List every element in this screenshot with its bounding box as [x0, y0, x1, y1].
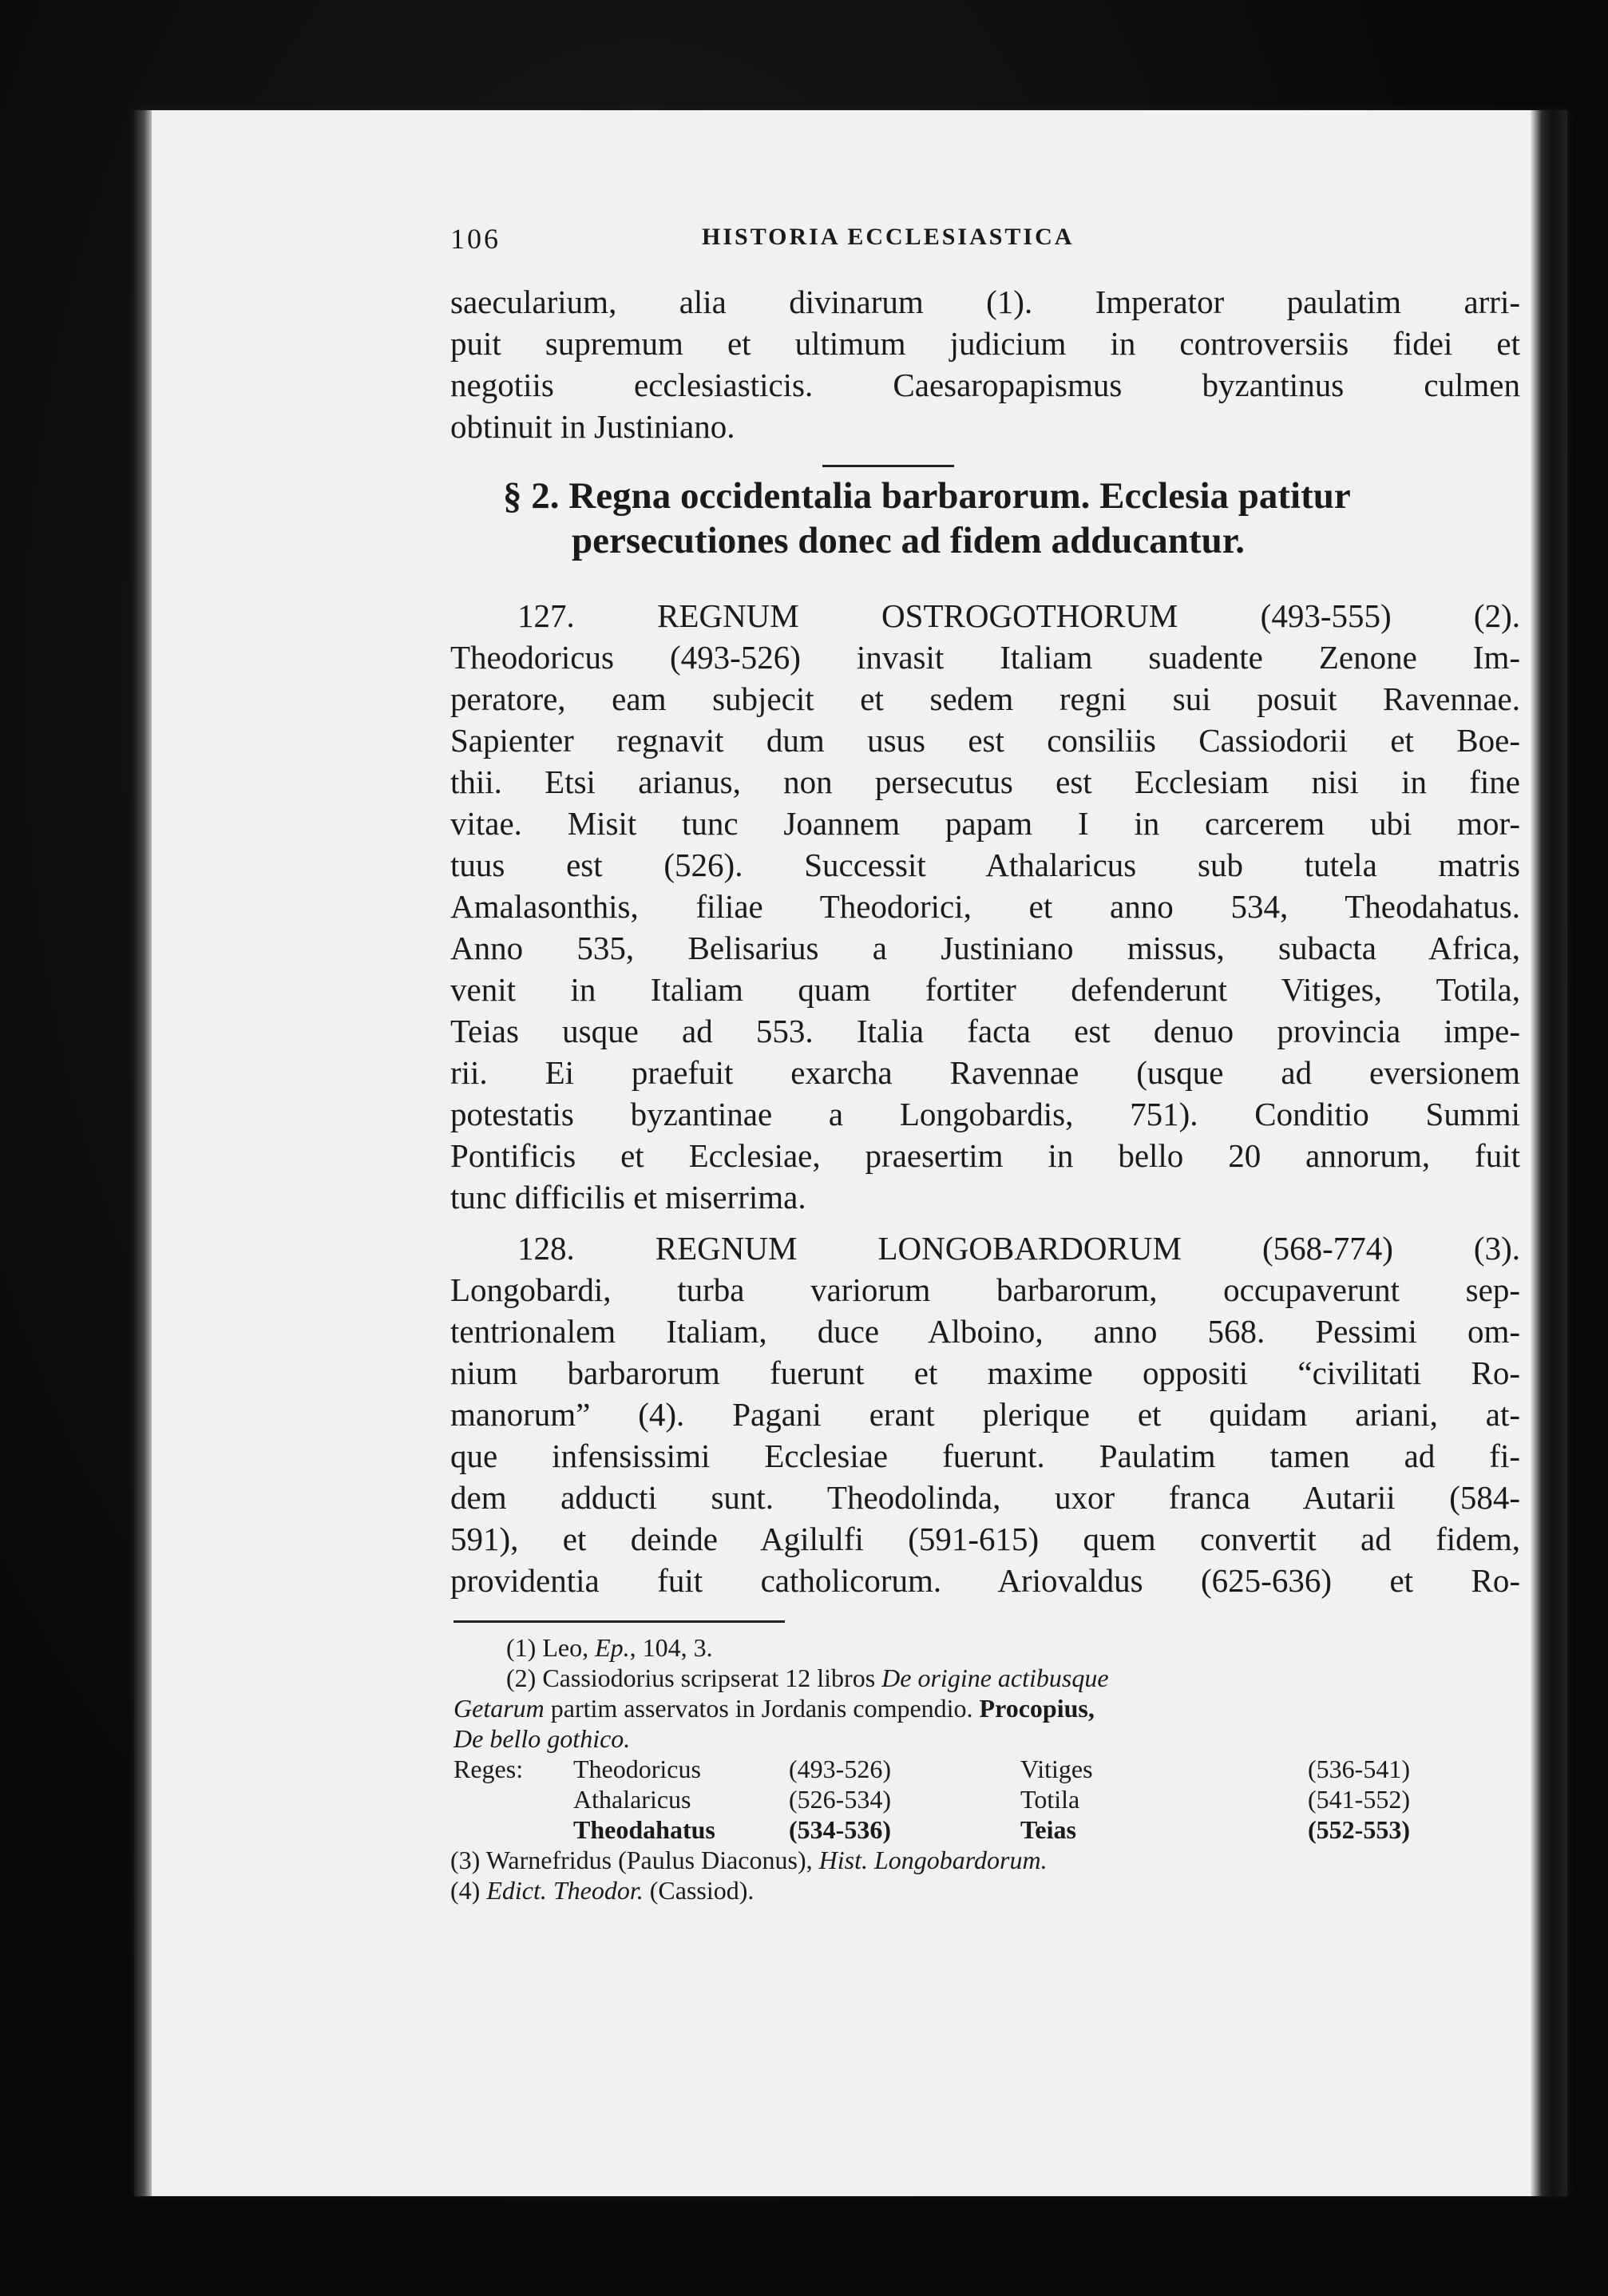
text-line: 127. REGNUM OSTROGOTHORUM (493-555) (2).	[517, 597, 1520, 634]
kings-label-spacer	[453, 1784, 573, 1814]
footnote-mark: (4)	[450, 1876, 481, 1905]
text-line: peratore, eam subjecit et sedem regni sui posuit Ravennae.	[450, 680, 1520, 717]
king-name: Theodahatus	[573, 1815, 715, 1844]
book-page	[134, 110, 1567, 2196]
king-years: (534-536)	[789, 1815, 891, 1844]
book-binding-shadow	[134, 110, 152, 2196]
footnote-2-continued	[450, 1693, 1520, 1723]
text-line: puit supremum et ultimum judicium in controversiis fidei et	[450, 325, 1520, 362]
text-line: Pontificis et Ecclesiae, praesertim in bello 20 annorum, fuit	[450, 1137, 1520, 1174]
footnote-title: Edict. Theodor.	[486, 1876, 644, 1905]
king-name: Teias	[1020, 1815, 1076, 1844]
footnote-4	[450, 1875, 1520, 1905]
footnote-3	[450, 1845, 1520, 1875]
text-block	[450, 214, 1520, 1905]
text-line: Longobardi, turba variorum barbarorum, occupaverunt sep-	[450, 1271, 1520, 1308]
section-heading-text-1: Regna occidentalia barbarorum. Ecclesia patitur	[568, 475, 1351, 517]
text-line: Sapienter regnavit dum usus est consiliis Cassiodorii et Boe-	[450, 722, 1520, 759]
footnote-ref: , 104, 3.	[629, 1633, 713, 1662]
text-line: 591), et deinde Agilulfi (591-615) quem convertit ad fidem,	[450, 1521, 1520, 1557]
footnote-title: Hist. Longobardorum.	[818, 1846, 1048, 1874]
footnote-2-continued	[450, 1723, 1520, 1754]
text-line: potestatis byzantinae a Longobardis, 751). Conditio Summi	[450, 1096, 1520, 1132]
footnote-text: partim asservatos in Jordanis compendio.	[544, 1694, 980, 1723]
text-line: thii. Etsi arianus, non persecutus est Ecclesiam nisi in fine	[450, 763, 1520, 800]
text-line: dem adducti sunt. Theodolinda, uxor franca Autarii (584-	[450, 1479, 1520, 1516]
text-line: Amalasonthis, filiae Theodorici, et anno 534, Theodahatus.	[450, 888, 1520, 925]
text-line: obtinuit in Justiniano.	[450, 408, 735, 445]
section-heading-line-1	[503, 474, 1520, 518]
king-name: Theodoricus	[573, 1755, 701, 1783]
section-heading	[450, 474, 1520, 563]
footnote-title: De bello gothico.	[453, 1724, 631, 1753]
section-symbol: § 2.	[503, 475, 560, 517]
footnote-2	[450, 1663, 1520, 1693]
footnote-work: Ep.	[595, 1633, 630, 1662]
king-name: Totila	[1020, 1785, 1080, 1814]
text-line: providentia fuit catholicorum. Ariovaldus (625-636) et Ro-	[450, 1562, 1520, 1599]
text-line: rii. Ei praefuit exarcha Ravennae (usque ad eversionem	[450, 1054, 1520, 1091]
footnote-mark: (2)	[506, 1664, 537, 1692]
page-edge-shadow	[1531, 110, 1567, 2196]
text-line: 128. REGNUM LONGOBARDORUM (568-774) (3).	[517, 1230, 1520, 1267]
text-line: vitae. Misit tunc Joannem papam I in carcerem ubi mor-	[450, 805, 1520, 842]
king-years: (526-534)	[789, 1785, 891, 1814]
king-name: Vitiges	[1020, 1755, 1093, 1783]
intro-paragraph	[450, 281, 1520, 447]
king-years: (541-552)	[1308, 1785, 1410, 1814]
text-line: manorum” (4). Pagani erant plerique et quidam ariani, at-	[450, 1396, 1520, 1433]
section-divider	[822, 465, 954, 467]
text-line: tentrionalem Italiam, duce Alboino, anno 568. Pessimi om-	[450, 1313, 1520, 1350]
paragraph-127	[450, 595, 1520, 1218]
text-line: Theodoricus (493-526) invasit Italiam suadente Zenone Im-	[450, 639, 1520, 676]
king-years: (493-526)	[789, 1755, 891, 1783]
footnote-mark: (3)	[450, 1846, 481, 1874]
king-years: (536-541)	[1308, 1755, 1410, 1783]
footnote-text: (Cassiod).	[643, 1876, 754, 1905]
text-line: nium barbarorum fuerunt et maxime oppositi “civilitati Ro-	[450, 1354, 1520, 1391]
footnote-mark: (1)	[506, 1633, 537, 1662]
footnote-title: De origine actibusque	[881, 1664, 1109, 1692]
footnote-1	[450, 1632, 1520, 1663]
text-line: que infensissimi Ecclesiae fuerunt. Paulatim tamen ad fi-	[450, 1437, 1520, 1474]
king-years: (552-553)	[1308, 1815, 1410, 1844]
kings-label-spacer	[453, 1814, 573, 1845]
text-line: tunc difficilis et miserrima.	[450, 1179, 806, 1215]
footnote-text: Warnefridus (Paulus Diaconus),	[485, 1846, 819, 1874]
footnote-text: Cassiodorius scripserat 12 libros	[542, 1664, 882, 1692]
footnotes	[450, 1632, 1520, 1905]
page-number: 106	[450, 223, 501, 255]
text-line: Anno 535, Belisarius a Justiniano missus, subacta Africa,	[450, 930, 1520, 966]
text-line: tuus est (526). Successit Athalaricus sub tutela matris	[450, 847, 1520, 883]
text-line: venit in Italiam quam fortiter defenderunt Vitiges, Totila,	[450, 971, 1520, 1008]
running-head	[450, 214, 1520, 262]
text-line: Teias usque ad 553. Italia facta est denuo provincia impe-	[450, 1013, 1520, 1049]
king-name: Athalaricus	[573, 1785, 691, 1814]
section-heading-line-2: persecutiones donec ad fidem adducantur.	[572, 520, 1246, 561]
text-line: negotiis ecclesiasticis. Caesaropapismus byzantinus culmen	[450, 367, 1520, 403]
kings-table	[453, 1754, 1520, 1845]
footnote-title: Getarum	[453, 1694, 545, 1723]
footnote-rule	[453, 1620, 785, 1623]
footnote-author: Procopius,	[979, 1694, 1095, 1723]
text-line: saecularium, alia divinarum (1). Imperator paulatim arri-	[450, 284, 1520, 320]
paragraph-128	[450, 1227, 1520, 1601]
footnote-author: Leo,	[542, 1633, 596, 1662]
kings-label: Reges:	[453, 1755, 524, 1783]
running-title: HISTORIA ECCLESIASTICA	[702, 224, 1075, 250]
